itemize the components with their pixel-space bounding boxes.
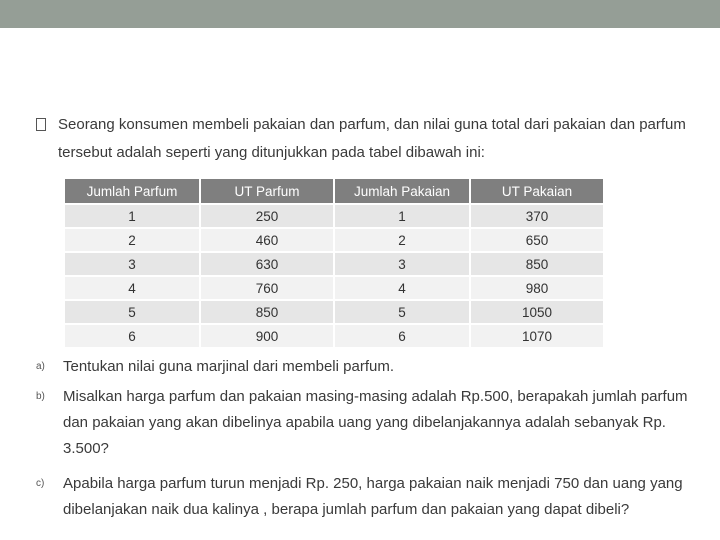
utility-table (64, 178, 604, 348)
table-cell: 850 (200, 300, 334, 324)
table-cell: 980 (470, 276, 604, 300)
intro-line-2: tersebut adalah seperti yang ditunjukkan pada tabel dibawah ini: (58, 144, 485, 161)
question-b-line-1: Misalkan harga parfum dan pakaian masing-masing adalah Rp.500, berapakah jumlah parfum (63, 388, 688, 405)
table-row (64, 204, 604, 228)
table-cell: 6 (334, 324, 470, 348)
table-cell: 5 (334, 300, 470, 324)
table-cell: 4 (334, 276, 470, 300)
table-row (64, 300, 604, 324)
question-c-line-1: Apabila harga parfum turun menjadi Rp. 250, harga pakaian naik menjadi 750 dan uang yang (63, 475, 683, 492)
table-cell: 2 (334, 228, 470, 252)
table-header-row (64, 178, 604, 204)
table-row (64, 324, 604, 348)
header-ut-parfum: UT Parfum (200, 178, 334, 204)
question-c-line-2: dibelanjakan naik dua kalinya , berapa jumlah parfum dan pakaian yang dapat dibeli? (63, 501, 630, 518)
table-row (64, 252, 604, 276)
table-cell: 650 (470, 228, 604, 252)
question-a-text: Tentukan nilai guna marjinal dari membeli parfum. (63, 358, 394, 375)
table-cell: 1070 (470, 324, 604, 348)
table-cell: 3 (334, 252, 470, 276)
table-cell: 2 (64, 228, 200, 252)
question-b (36, 384, 706, 462)
question-a (36, 354, 706, 380)
bullet-box-icon (36, 118, 46, 131)
question-b-label: b) (36, 391, 45, 402)
table-cell: 3 (64, 252, 200, 276)
question-c (36, 471, 706, 523)
table-cell: 1050 (470, 300, 604, 324)
table-cell: 4 (64, 276, 200, 300)
question-b-line-3: 3.500? (63, 440, 109, 457)
question-a-label: a) (36, 361, 45, 372)
header-ut-pakaian: UT Pakaian (470, 178, 604, 204)
question-c-label: c) (36, 478, 45, 489)
header-jumlah-parfum: Jumlah Parfum (64, 178, 200, 204)
table-row (64, 228, 604, 252)
table-cell: 850 (470, 252, 604, 276)
intro-line-1: Seorang konsumen membeli pakaian dan parfum, dan nilai guna total dari pakaian dan parfum (58, 116, 686, 133)
table-row (64, 276, 604, 300)
intro-paragraph (36, 116, 706, 161)
table-cell: 5 (64, 300, 200, 324)
table-cell: 6 (64, 324, 200, 348)
table-cell: 760 (200, 276, 334, 300)
table-cell: 460 (200, 228, 334, 252)
table-cell: 630 (200, 252, 334, 276)
table-cell: 1 (64, 204, 200, 228)
table-cell: 900 (200, 324, 334, 348)
header-bar (0, 0, 720, 28)
header-jumlah-pakaian: Jumlah Pakaian (334, 178, 470, 204)
question-b-line-2: dan pakaian yang akan dibelinya apabila uang yang dibelanjakannya adalah sebanyak Rp. (63, 414, 666, 431)
table-cell: 250 (200, 204, 334, 228)
table-cell: 1 (334, 204, 470, 228)
table-cell: 370 (470, 204, 604, 228)
